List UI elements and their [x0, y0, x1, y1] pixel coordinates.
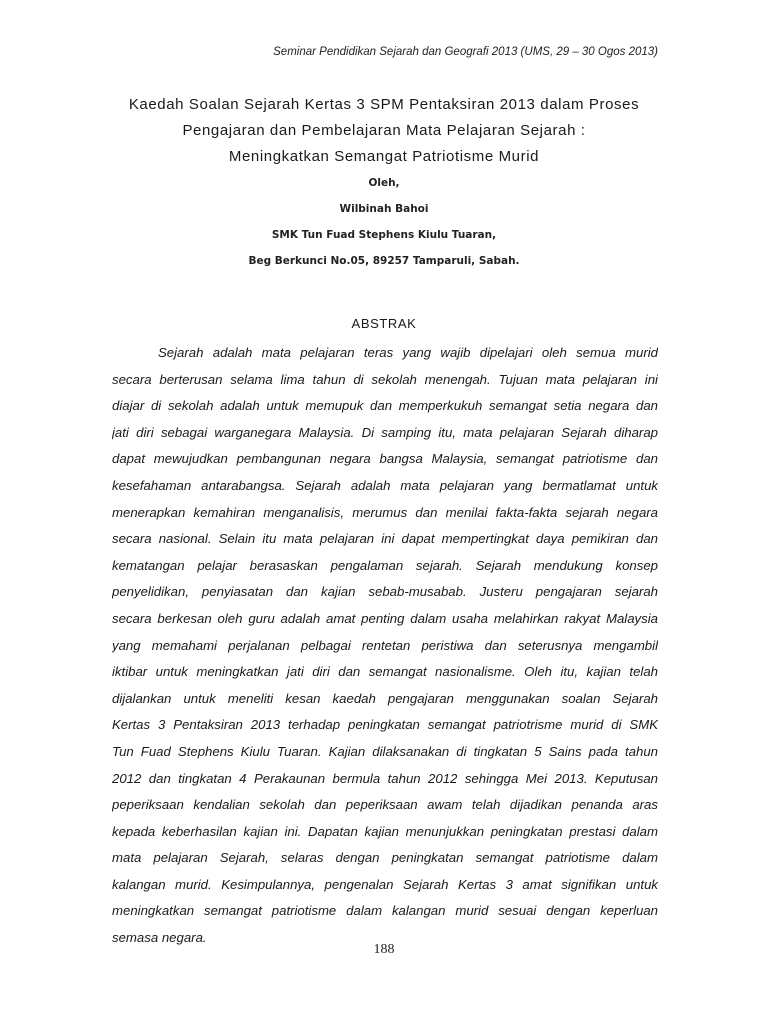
abstract-line: kematangan pelajar berasaskan pengalaman sejarah. Sejarah mendukung konsep: [112, 557, 658, 573]
author-address: Beg Berkunci No.05, 89257 Tamparuli, Sabah.: [248, 255, 520, 267]
abstract-line: menerapkan kemahiran menganalisis, merumus dan menilai fakta-fakta sejarah negara: [112, 504, 658, 520]
author-institution: SMK Tun Fuad Stephens Kiulu Tuaran,: [271, 229, 497, 241]
author-block: [0, 170, 768, 274]
page-number: 188: [373, 942, 395, 957]
title-line: Pengajaran dan Pembelajaran Mata Pelajaran Sejarah :: [182, 122, 586, 139]
abstract-line: kepada keberhasilan kajian ini. Dapatan kajian menunjukkan peningkatan prestasi dalam: [112, 823, 658, 839]
abstract-line: kesefahaman antarabangsa. Sejarah adalah mata pelajaran yang bermatlamat untuk: [112, 477, 658, 493]
abstract-line: mata pelajaran Sejarah, selaras dengan peningkatan semangat patriotisme dalam: [112, 850, 658, 866]
abstract-line: iktibar untuk meningkatkan jati diri dan semangat nasionalisme. Oleh itu, kajian telah: [112, 664, 658, 680]
abstract-line: meningkatkan semangat patriotisme dalam kalangan murid sesuai dengan keperluan: [112, 903, 658, 919]
abstract-line: jati diri sebagai warganegara Malaysia. Di samping itu, mata pelajaran Sejarah diharap: [112, 424, 658, 440]
abstract-line: semasa negara.: [112, 930, 207, 946]
abstract-heading: ABSTRAK: [351, 316, 417, 331]
running-header: Seminar Pendidikan Sejarah dan Geografi 2013 (UMS, 29 – 30 Ogos 2013): [273, 46, 658, 58]
abstract-line: secara berterusan selama lima tahun di sekolah menengah. Tujuan mata pelajaran ini: [112, 371, 658, 387]
abstract-line: secara nasional. Selain itu mata pelajaran ini dapat mempertingkat daya pemikiran dan: [112, 531, 658, 547]
author-name: Wilbinah Bahoi: [339, 203, 429, 215]
abstract-line: dapat mewujudkan pembangunan negara bangsa Malaysia, semangat patriotisme dan: [112, 451, 658, 467]
abstract-line: dijalankan untuk meneliti kesan kaedah pengajaran menggunakan soalan Sejarah: [112, 690, 658, 706]
title-line: Meningkatkan Semangat Patriotisme Murid: [228, 148, 540, 165]
abstract-line: peperiksaan kendalian sekolah dan peperiksaan awam telah dijadikan penanda aras: [112, 797, 658, 813]
abstract-line: secara berkesan oleh guru adalah amat penting dalam usaha melahirkan rakyat Malaysia: [112, 610, 658, 626]
abstract-line: Tun Fuad Stephens Kiulu Tuaran. Kajian dilaksanakan di tingkatan 5 Sains pada tahun: [112, 743, 658, 759]
abstract-line: Sejarah adalah mata pelajaran teras yang wajib dipelajari oleh semua murid: [158, 345, 658, 360]
abstract-line: diajar di sekolah adalah untuk memupuk dan memperkukuh semangat setia negara dan: [112, 398, 658, 414]
abstract-line: yang memahami perjalanan pelbagai rentetan peristiwa dan seterusnya mengambil: [112, 637, 658, 653]
abstract-line: Kertas 3 Pentaksiran 2013 terhadap peningkatan semangat patriotrisme murid di SMK: [112, 717, 658, 733]
abstract-body: [112, 340, 658, 952]
title-line: Kaedah Soalan Sejarah Kertas 3 SPM Pentaksiran 2013 dalam Proses: [128, 96, 640, 113]
author-by: Oleh,: [368, 177, 400, 189]
paper-title: [0, 92, 768, 170]
abstract-line: kalangan murid. Kesimpulannya, pengenalan Sejarah Kertas 3 amat signifikan untuk: [112, 876, 658, 892]
abstract-line: 2012 dan tingkatan 4 Perakaunan bermula tahun 2012 sehingga Mei 2013. Keputusan: [112, 770, 658, 786]
abstract-line: penyelidikan, penyiasatan dan kajian sebab-musabab. Justeru pengajaran sejarah: [112, 584, 658, 600]
